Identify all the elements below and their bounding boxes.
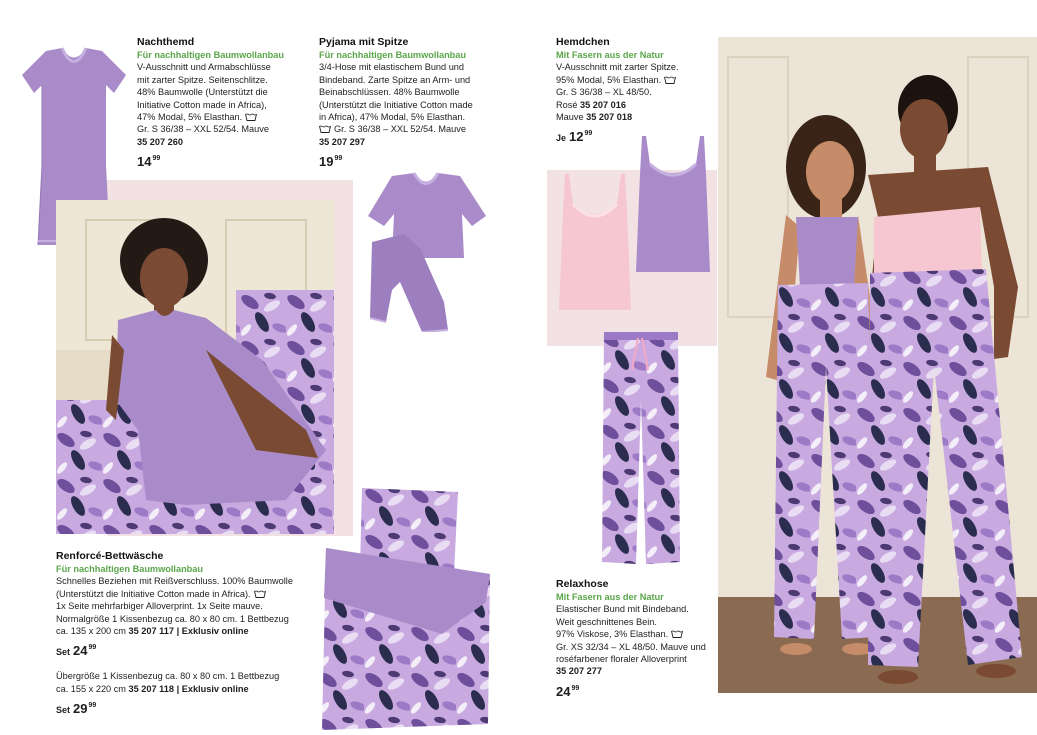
wash-symbol-icon xyxy=(254,590,266,598)
nachthemd-info xyxy=(137,36,317,170)
hemdchen-desc-2: 95% Modal, 5% Elasthan. xyxy=(556,74,716,86)
wash-symbol-icon xyxy=(664,76,676,84)
hemdchen-rose-line: Rosé 35 207 016 xyxy=(556,99,626,110)
pyjama-desc-5: in Africa), 47% Modal, 5% Elasthan. xyxy=(319,112,466,123)
bettwaesche-article-number-2: 35 207 118 xyxy=(128,683,175,694)
relaxhose-price: $24^{99}$ xyxy=(556,683,580,699)
bettwaesche-price-2: Set $29^{99}$ xyxy=(56,701,97,717)
bettwaesche-desc-2: (Unterstützt die Initiative Cotton made in Africa). xyxy=(56,588,316,600)
bettwaesche-title: Renforcé-Bettwäsche xyxy=(56,550,164,562)
model-photo-nachthemd xyxy=(56,200,334,534)
hemdchen-info xyxy=(556,36,716,146)
relaxhose-title: Relaxhose xyxy=(556,578,609,590)
relaxhose-desc-4: Gr. XS 32/34 – XL 48/50. Mauve und xyxy=(556,641,706,652)
relaxhose-desc-2: Weit geschnittenes Bein. xyxy=(556,616,657,627)
nachthemd-article-number: 35 207 260 xyxy=(137,136,183,147)
nachthemd-desc-1: V-Ausschnitt und Armabschlüsse xyxy=(137,62,271,73)
nachthemd-desc-3: 48% Baumwolle (Unterstützt die xyxy=(137,87,268,98)
bettwaesche-size-line-1: ca. 135 x 200 cm 35 207 117 | Exklusiv online xyxy=(56,626,249,637)
pyjama-product-image xyxy=(364,172,488,332)
bettwaesche-desc-3: 1x Seite mehrfarbiger Alloverprint. 1x Seite mauve. xyxy=(56,601,263,612)
pyjama-desc-3: Beinabschlüssen. 48% Baumwolle xyxy=(319,87,460,98)
bettwaesche-price-1: Set $24^{99}$ xyxy=(56,643,97,659)
pyjama-info xyxy=(319,36,499,170)
nachthemd-desc-6: Gr. S 36/38 – XXL 52/54. Mauve xyxy=(137,124,269,135)
nachthemd-desc-5: 47% Modal, 5% Elasthan. xyxy=(137,111,317,123)
nachthemd-price: $14^{99}$ xyxy=(137,154,161,170)
relaxhose-info xyxy=(556,578,716,700)
pyjama-article-number: 35 207 297 xyxy=(319,136,365,147)
bettwaesche-oversize-line: Übergröße 1 Kissenbezug ca. 80 x 80 cm. 1 Bettbezug xyxy=(56,671,280,682)
bettwaesche-info xyxy=(56,550,316,718)
bettwaesche-desc-1: Schnelles Beziehen mit Reißverschluss. 100% Baumwolle xyxy=(56,576,293,587)
bettwaesche-desc-4: Normalgröße 1 Kissenbezug ca. 80 x 80 cm. 1 Bettbezug xyxy=(56,613,289,624)
hemdchen-subtitle: Mit Fasern aus der Natur xyxy=(556,50,664,60)
pyjama-price: $19^{99}$ xyxy=(319,154,343,170)
pyjama-title: Pyjama mit Spitze xyxy=(319,36,409,48)
nachthemd-title: Nachthemd xyxy=(137,36,195,48)
hemdchen-rose-article-number: 35 207 016 xyxy=(580,99,626,110)
relaxhose-article-number: 35 207 277 xyxy=(556,666,602,677)
bettwaesche-product-image xyxy=(318,486,494,730)
nachthemd-desc-2: mit zarter Spitze. Seitenschlitze. xyxy=(137,74,268,85)
relaxhose-product-image xyxy=(600,330,682,566)
nachthemd-desc-4: Initiative Cotton made in Africa), xyxy=(137,99,267,110)
relaxhose-desc-3: 97% Viskose, 3% Elasthan. xyxy=(556,628,716,640)
pyjama-desc-1: 3/4-Hose mit elastischem Bund und xyxy=(319,62,465,73)
wash-symbol-icon xyxy=(671,630,683,638)
hemdchen-mauve-article-number: 35 207 018 xyxy=(586,112,633,123)
pyjama-desc-4: (Unterstützt die Initiative Cotton made xyxy=(319,99,473,110)
wash-symbol-icon xyxy=(319,125,331,133)
hemdchen-mauve-product-image xyxy=(634,134,712,274)
nachthemd-subtitle: Für nachhaltigen Baumwollanbau xyxy=(137,50,285,60)
hemdchen-price: Je $12^{99}$ xyxy=(556,129,593,145)
wash-symbol-icon xyxy=(245,113,257,121)
relaxhose-desc-1: Elastischer Bund mit Bindeband. xyxy=(556,604,689,615)
pyjama-subtitle: Für nachhaltigen Baumwollanbau xyxy=(319,50,467,60)
hemdchen-rose-product-image xyxy=(555,172,635,312)
bettwaesche-subtitle: Für nachhaltigen Baumwollanbau xyxy=(56,564,204,574)
hemdchen-title: Hemdchen xyxy=(556,36,610,48)
pyjama-desc-2: Bindeband. Zarte Spitze an Arm- und xyxy=(319,74,471,85)
pyjama-desc-6: Gr. S 36/38 – XXL 52/54. Mauve xyxy=(319,123,499,135)
hemdchen-desc-3: Gr. S 36/38 – XL 48/50. xyxy=(556,87,652,98)
model-photo-hemdchen-relaxhose xyxy=(718,37,1037,693)
relaxhose-desc-5: roséfarbener floraler Alloverprint xyxy=(556,654,687,665)
hemdchen-mauve-line: Mauve 35 207 018 xyxy=(556,112,633,123)
relaxhose-subtitle: Mit Fasern aus der Natur xyxy=(556,592,664,602)
bettwaesche-size-line-2: ca. 155 x 220 cm 35 207 118 | Exklusiv online xyxy=(56,683,249,694)
hemdchen-desc-1: V-Ausschnitt mit zarter Spitze. xyxy=(556,62,679,73)
bettwaesche-article-number-1: 35 207 117 xyxy=(128,626,175,637)
